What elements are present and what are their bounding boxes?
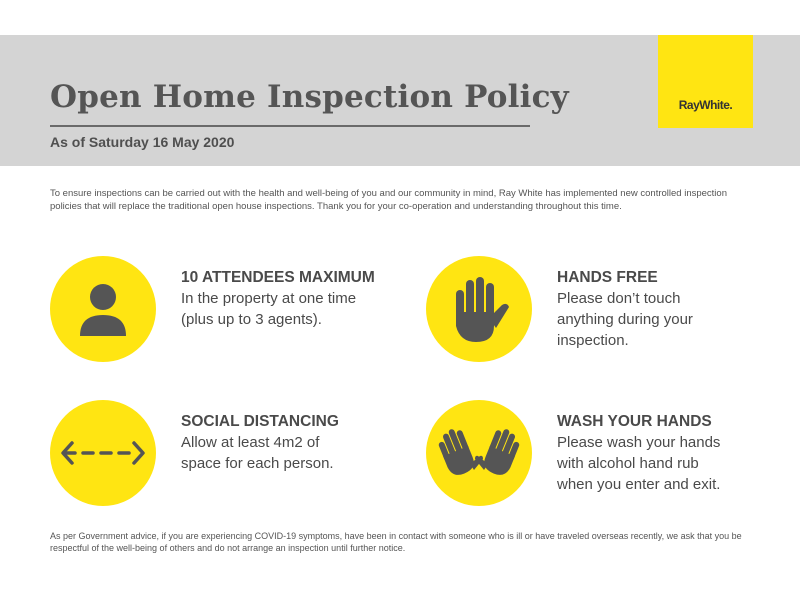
- social-distancing-icon-circle: [50, 400, 156, 506]
- two-hands-icon: [426, 400, 532, 506]
- footer-notice: As per Government advice, if you are experiencing COVID-19 symptoms, have been in contact with someone who is ill or have traveled overseas recently, we ask that you be respectful of the well-being of others and do not arrange an inspection until further notice.: [50, 531, 742, 553]
- hands-free-line-1: Please don’t touch: [557, 290, 681, 307]
- wash-hands-line-2: with alcohol hand rub: [557, 455, 699, 472]
- wash-hands-title: WASH YOUR HANDS: [557, 413, 712, 430]
- hands-free-title: HANDS FREE: [557, 269, 658, 286]
- hands-free-line-3: inspection.: [557, 332, 629, 349]
- distance-arrows-icon: [50, 400, 156, 506]
- date-subtitle: As of Saturday 16 May 2020: [50, 134, 235, 150]
- ray-white-logo: [658, 35, 753, 128]
- wash-hands-icon-circle: [426, 400, 532, 506]
- hands-free-text: [557, 268, 693, 351]
- raised-hand-icon: [426, 256, 532, 362]
- intro-paragraph: To ensure inspections can be carried out with the health and well-being of you and our community in mind, Ray White has implemented new controlled inspection policies that will replace the traditional open house inspections. Thank you for your co-operation and understanding throughout this time.: [50, 188, 727, 212]
- attendees-title: 10 ATTENDEES MAXIMUM: [181, 269, 375, 286]
- page-title: Open Home Inspection Policy: [50, 79, 569, 115]
- wash-hands-line-3: when you enter and exit.: [557, 476, 721, 493]
- attendees-line-1: In the property at one time: [181, 290, 357, 307]
- header-band: [0, 35, 800, 166]
- logo-text: RayWhite.: [678, 98, 733, 112]
- attendees-icon-circle: [50, 256, 156, 362]
- person-icon: [50, 256, 156, 362]
- attendees-text: [181, 268, 375, 330]
- hands-free-icon-circle: [426, 256, 532, 362]
- attendees-line-2: (plus up to 3 agents).: [181, 311, 322, 328]
- social-distancing-title: SOCIAL DISTANCING: [181, 413, 339, 430]
- social-distancing-line-2: space for each person.: [181, 455, 334, 472]
- hands-free-line-2: anything during your: [557, 311, 693, 328]
- wash-hands-line-1: Please wash your hands: [557, 434, 721, 451]
- title-divider: [50, 125, 530, 127]
- social-distancing-line-1: Allow at least 4m2 of: [181, 434, 320, 451]
- wash-hands-text: [557, 412, 720, 495]
- social-distancing-text: [181, 412, 339, 474]
